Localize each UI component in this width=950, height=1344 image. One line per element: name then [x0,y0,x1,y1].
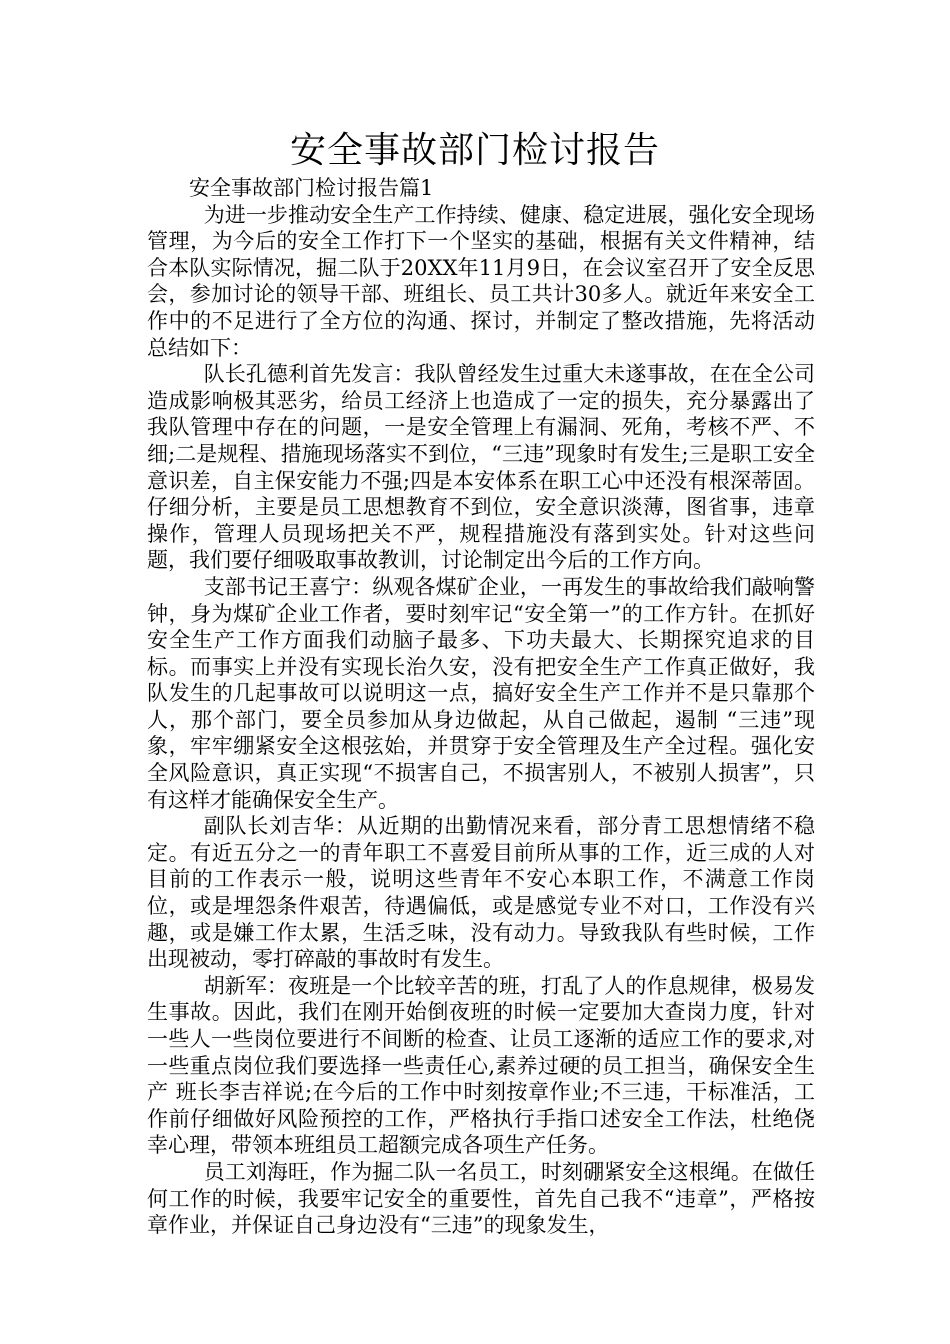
document-body [147,175,815,1239]
section-subtitle: 安全事故部门检讨报告篇1 [189,176,434,200]
paragraph-captain: 队长孔德利首先发言：我队曾经发生过重大未遂事故，在在全公司造成影响极其恶劣，给员工经济上也造成了一定的损失，充分暴露出了我队管理中存在的问题，一是安全管理上有漏洞、死角，考核不严、不细;二是规程、措施现场落实不到位，“三违”现象时有发生;三是职工安全意识差，自主保安能力不强;四是本安体系在职工心中还没有根深蒂固。仔细分析，主要是员工思想教育不到位，安全意识淡薄，图省事，违章操作，管理人员现场把关不严，规程措施没有落到实处。针对这些问题，我们要仔细吸取事故教训，讨论制定出今后的工作方向。 [147,362,815,573]
paragraph-intro: 为进一步推动安全生产工作持续、健康、稳定进展，强化安全现场管理，为今后的安全工作打下一个坚实的基础，根据有关文件精神，结合本队实际情况，掘二队于20XX年11月9日，在会议室召开了安全反思会，参加讨论的领导干部、班组长、员工共计30多人。就近年来安全工作中的不足进行了全方位的沟通、探讨，并制定了整改措施，先将活动总结如下： [147,202,815,360]
paragraph-hu-xinjun: 胡新军：夜班是一个比较辛苦的班，打乱了人的作息规律，极易发生事故。因此，我们在刚开始倒夜班的时候一定要加大查岗力度，针对一些人一些岗位要进行不间断的检查、让员工逐渐的适应工作的要求,对一些重点岗位我们要选择一些责任心,素养过硬的员工担当，确保安全生产 班长李吉祥说;在今后的工作中时刻按章作业;不三违，干标准活，工作前仔细做好风险预控的工作，严格执行手指口述安全工作法，杜绝侥幸心理，带领本班组员工超额完成各项生产任务。 [147,973,815,1158]
document-title: 安全事故部门检讨报告 [289,130,660,171]
paragraph-secretary: 支部书记王喜宁：纵观各煤矿企业，一再发生的事故给我们敲响警钟，身为煤矿企业工作者，要时刻牢记“安全第一”的工作方针。在抓好安全生产工作方面我们动脑子最多、下功夫最大、长期探究追求的目标。而事实上并没有实现长治久安，没有把安全生产工作真正做好，我队发生的几起事故可以说明这一点，搞好安全生产工作并不是只靠那个人，那个部门，要全员参加从身边做起，从自己做起，遏制 “三违”现象，牢牢绷紧安全这根弦始，并贯穿于安全管理及生产全过程。强化安全风险意识，真正实现“不损害自己，不损害别人，不被别人损害”，只有这样才能确保安全生产。 [147,574,815,812]
paragraph-deputy-captain: 副队长刘吉华：从近期的出勤情况来看，部分青工思想情绪不稳定。有近五分之一的青年职工不喜爱目前所从事的工作，近三成的人对目前的工作表示一般，说明这些青年不安心本职工作，不满意工作岗位，或是埋怨条件艰苦，待遇偏低，或是感觉专业不对口，工作没有兴趣，或是嫌工作太累，生活乏味，没有动力。导致我队有些时候，工作出现被动，零打碎敲的事故时有发生。 [147,814,815,972]
paragraph-employee: 员工刘海旺，作为掘二队一名员工，时刻硼紧安全这根绳。在做任何工作的时候，我要牢记安全的重要性，首先自己我不“违章”，严格按章作业，并保证自己身边没有“三违”的现象发生， [147,1159,815,1238]
